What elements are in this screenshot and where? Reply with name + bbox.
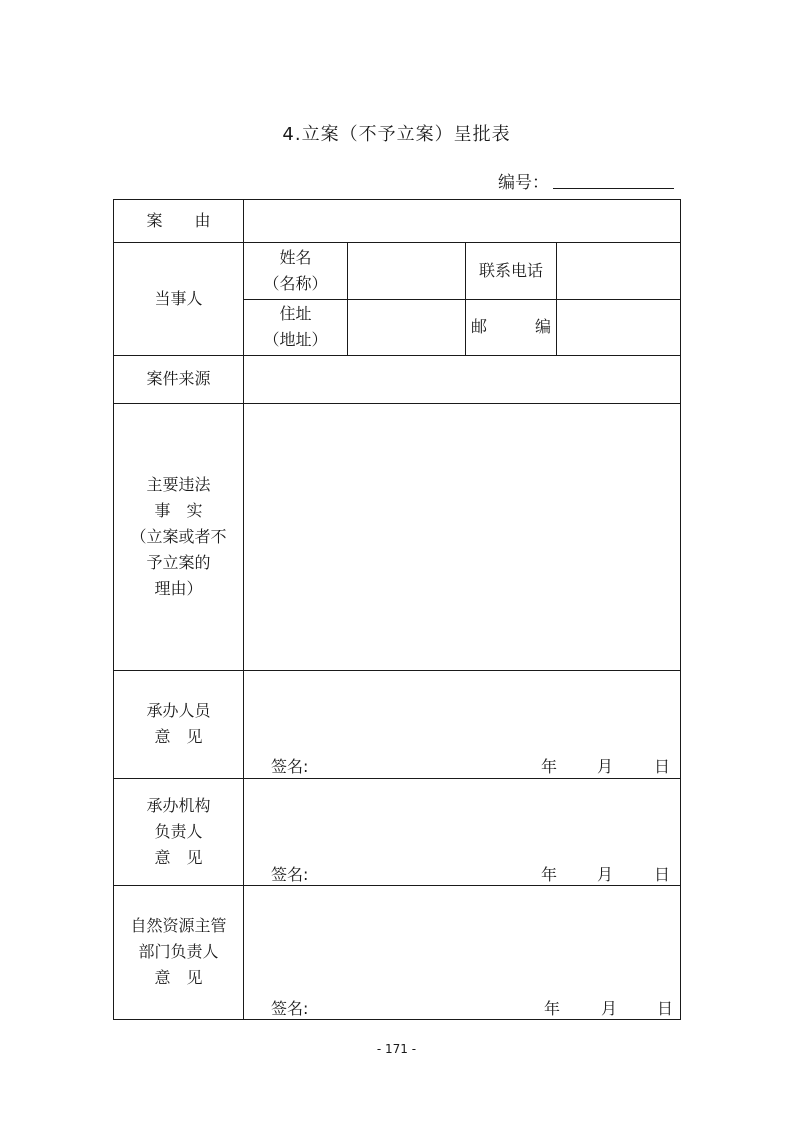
agency-sign-label: 签名: — [271, 865, 309, 884]
agency-month-label: 月 — [597, 865, 614, 884]
agency-label-line3: 意 见 — [154, 847, 203, 867]
name-label — [244, 242, 347, 299]
dept-sign-label: 签名: — [271, 999, 309, 1018]
agency-day-label: 日 — [654, 865, 671, 884]
dept-opinion-field[interactable] — [244, 885, 680, 990]
facts-label — [114, 403, 243, 670]
address-label-line2: （地址） — [263, 330, 328, 349]
dept-month-label: 月 — [601, 999, 618, 1018]
facts-label-line4: 予立案的 — [146, 552, 211, 572]
handler-opinion-label — [114, 670, 243, 778]
case-cause-label: 案 由 — [146, 211, 211, 230]
agency-opinion-field[interactable] — [244, 778, 680, 858]
name-field[interactable] — [348, 242, 465, 299]
address-field[interactable] — [348, 299, 465, 355]
dept-year-label: 年 — [544, 999, 561, 1018]
number-field[interactable] — [553, 188, 674, 189]
dept-opinion-label — [114, 885, 243, 1019]
case-source-field[interactable] — [244, 355, 680, 403]
phone-field[interactable] — [557, 242, 680, 299]
handler-year-label: 年 — [541, 757, 558, 776]
case-cause-field[interactable] — [244, 200, 680, 242]
dept-label-line2: 部门负责人 — [138, 942, 219, 961]
page-number: - 171 - — [376, 1042, 417, 1056]
facts-label-line2: 事 实 — [154, 500, 203, 520]
dept-day-label: 日 — [657, 999, 674, 1018]
page-title: 4.立案（不予立案）呈批表 — [282, 124, 511, 145]
agency-label-line1: 承办机构 — [146, 795, 211, 815]
address-label — [244, 299, 347, 355]
handler-month-label: 月 — [597, 757, 614, 776]
approval-form-table — [113, 199, 681, 1020]
dept-label-line3: 意 见 — [154, 968, 203, 987]
handler-sign-label: 签名: — [271, 757, 309, 776]
case-source-label: 案件来源 — [146, 369, 211, 388]
facts-field[interactable] — [244, 403, 680, 670]
handler-opinion-field[interactable] — [244, 670, 680, 750]
handler-label-line2: 意 见 — [154, 727, 203, 746]
facts-label-line5: 理由） — [154, 578, 203, 598]
number-label: 编号： — [498, 173, 549, 193]
name-label-line2: （名称） — [263, 273, 328, 293]
facts-label-line3: （立案或者不 — [130, 526, 227, 546]
agency-opinion-label — [114, 778, 243, 885]
dept-label-line1: 自然资源主管 — [130, 916, 227, 935]
postcode-label: 邮 编 — [470, 317, 551, 336]
address-label-line1: 住址 — [279, 304, 312, 323]
phone-label: 联系电话 — [478, 260, 543, 280]
handler-label-line1: 承办人员 — [146, 701, 211, 720]
handler-day-label: 日 — [654, 757, 671, 776]
party-label: 当事人 — [154, 288, 203, 308]
postcode-field[interactable] — [557, 299, 680, 355]
facts-label-line1: 主要违法 — [146, 474, 211, 494]
name-label-line1: 姓名 — [279, 247, 312, 267]
agency-year-label: 年 — [541, 865, 558, 884]
agency-label-line2: 负责人 — [154, 821, 203, 841]
